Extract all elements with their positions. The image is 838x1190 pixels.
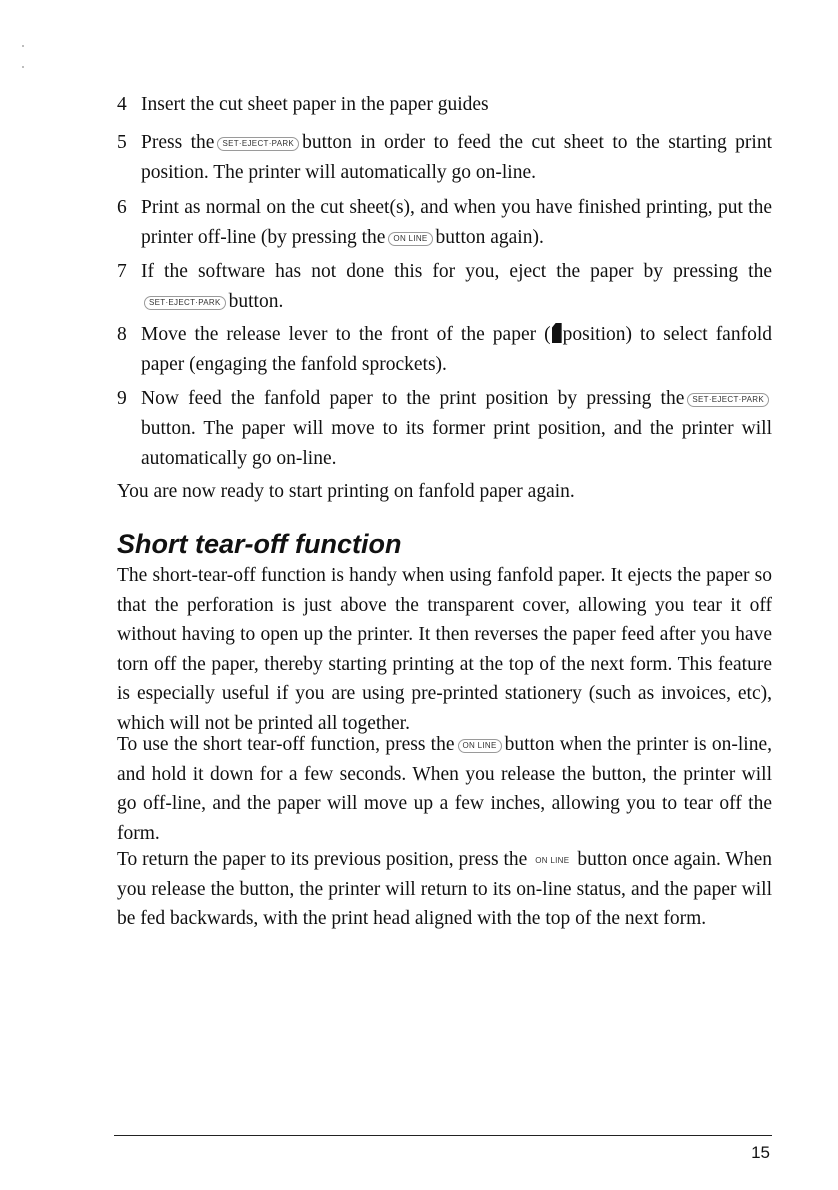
set-eject-park-key: SET·EJECT·PARK: [687, 393, 769, 407]
section-paragraph-2: To use the short tear-off function, press the ON LINE button when the printer is on-line, and hold it down for a few seconds. When you release the button, the printer will go off-line, and the paper will move up a few inches, allowing you to tear off the form.: [117, 734, 772, 844]
on-line-key: ON LINE: [458, 739, 502, 753]
step-text: If the software has not done this for you, eject the paper by pressing the SET·EJECT·PARK button.: [141, 261, 772, 312]
step-number: 5: [117, 132, 127, 153]
step-text: Print as normal on the cut sheet(s), and when you have finished printing, put the printer off-line (by pressing the ON LINE button again).: [141, 197, 772, 248]
step-9: [117, 384, 772, 474]
step-number: 4: [117, 94, 127, 115]
step-6: [117, 193, 772, 253]
section-heading: Short tear-off function: [117, 529, 402, 559]
step-7: [117, 257, 772, 317]
on-line-key: ON LINE: [388, 232, 432, 246]
footer-rule: [114, 1135, 772, 1136]
on-line-key: ON LINE: [535, 856, 570, 865]
lever-front-icon: [552, 323, 562, 343]
step-text: Now feed the fanfold paper to the print position by pressing the SET·EJECT·PARKbutton. The paper will move to its former print position, and the printer will automatically go on-line.: [141, 388, 772, 469]
step-number: 9: [117, 388, 127, 409]
step-text: Press the SET·EJECT·PARK button in order to feed the cut sheet to the starting print position. The printer will automatically go on-line.: [141, 132, 772, 183]
page-number: 15: [751, 1143, 770, 1162]
step-number: 7: [117, 261, 127, 282]
set-eject-park-key: SET·EJECT·PARK: [144, 296, 226, 310]
ready-text: You are now ready to start printing on fanfold paper again.: [117, 481, 575, 502]
scan-speck: [22, 66, 24, 68]
step-5: [117, 128, 772, 188]
section-paragraph-3: To return the paper to its previous position, press the ON LINE button once again. When you release the button, the printer will return to its on-line status, and the paper will be fed backwards, with the print head aligned with the top of the next form.: [117, 849, 772, 929]
step-number: 6: [117, 197, 127, 218]
step-8: [117, 320, 772, 380]
step-4: [117, 90, 772, 120]
step-text: Insert the cut sheet paper in the paper guides: [141, 94, 489, 115]
section-paragraph-1: The short-tear-off function is handy when using fanfold paper. It ejects the paper so that the perforation is just above the transparent cover, allowing you tear it off without having to open up the printer. It then reverses the paper feed after you have torn off the paper, thereby starting printing at the top of the next form. This feature is especially useful if you are using pre-printed stationery (such as invoices, etc), which will not be printed all together.: [117, 565, 772, 734]
step-text: Move the release lever to the front of the paper ( position) to select fanfold paper (engaging the fanfold sprockets).: [141, 324, 773, 375]
step-number: 8: [117, 324, 127, 345]
scan-speck: [22, 45, 24, 47]
set-eject-park-key: SET·EJECT·PARK: [217, 137, 299, 151]
